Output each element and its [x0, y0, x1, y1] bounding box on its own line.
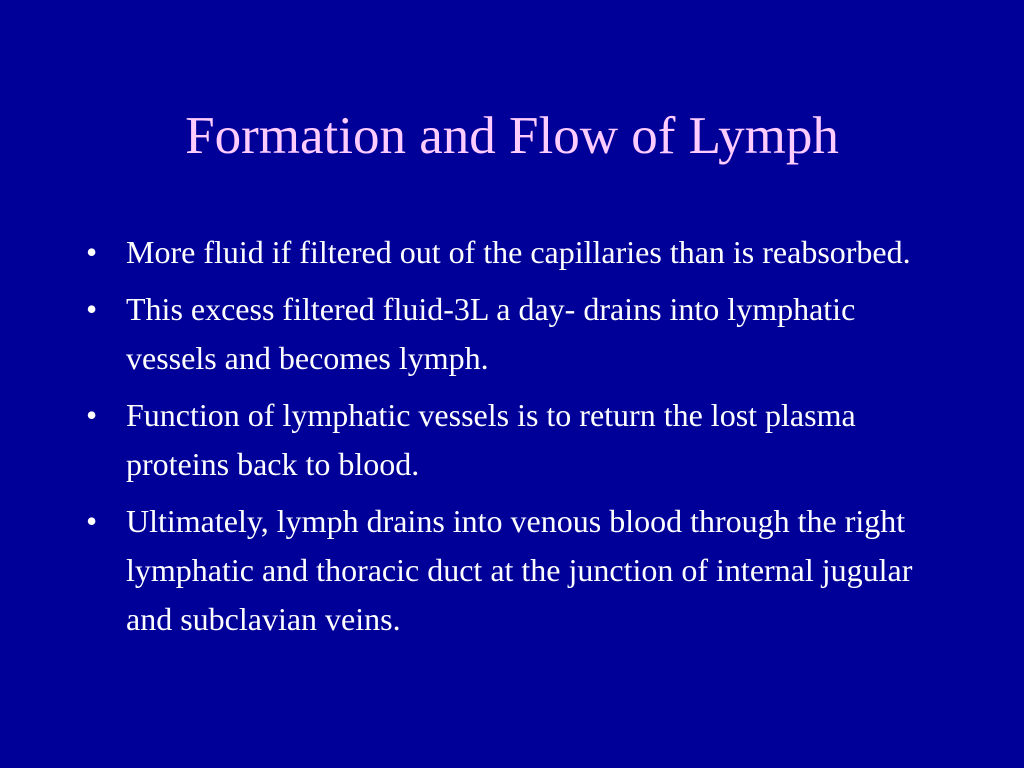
bullet-text: Function of lymphatic vessels is to return the lost plasma proteins back to blood. [126, 397, 856, 482]
bullet-text: This excess filtered fluid-3L a day- drains into lymphatic vessels and becomes lymph. [126, 291, 856, 376]
bullet-text: More fluid if filtered out of the capillaries than is reabsorbed. [126, 234, 911, 270]
bullet-icon: • [86, 397, 98, 433]
bullet-item [86, 497, 946, 644]
slide-title: Formation and Flow of Lymph [185, 107, 839, 165]
bullet-text: Ultimately, lymph drains into venous blood through the right lymphatic and thoracic duct at the junction of internal jugular and subclavian veins. [126, 503, 913, 637]
bullet-icon: • [86, 234, 98, 270]
bullet-list [86, 228, 946, 652]
bullet-icon: • [86, 503, 98, 539]
bullet-item [86, 285, 946, 383]
bullet-item [86, 228, 946, 277]
bullet-icon: • [86, 291, 98, 327]
bullet-item [86, 391, 946, 489]
